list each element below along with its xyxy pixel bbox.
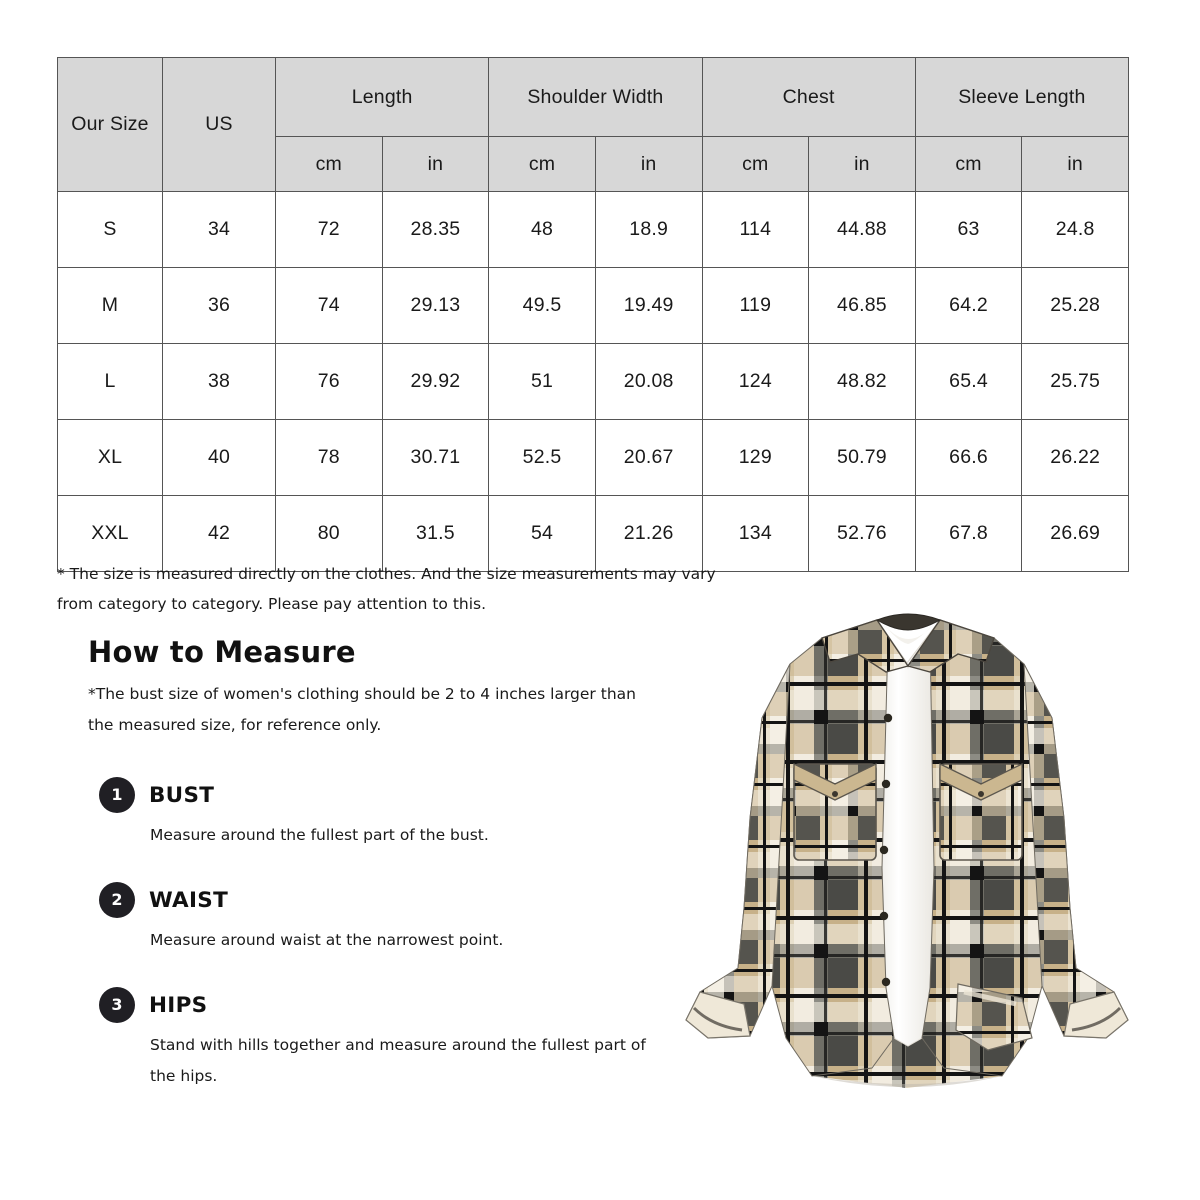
column-group-header-shoulder-width: Shoulder Width	[489, 58, 702, 137]
cell-size: S	[58, 192, 163, 268]
right-chest-pocket	[940, 764, 1022, 860]
column-group-header-length: Length	[276, 58, 489, 137]
column-header-us: US	[163, 58, 276, 192]
step-label-waist: WAIST	[149, 887, 229, 913]
cell-chest-in: 52.76	[809, 496, 916, 572]
column-header-chest-cm: cm	[702, 137, 809, 192]
how-to-measure-section	[88, 634, 648, 741]
cell-length-in: 29.13	[382, 268, 489, 344]
cell-sleeve-cm: 63	[915, 192, 1022, 268]
table-row	[58, 268, 1129, 344]
cell-chest-cm: 129	[702, 420, 809, 496]
button-icon	[884, 714, 892, 722]
table-body	[58, 192, 1129, 572]
table-header	[58, 58, 1129, 192]
cell-sleeve-cm: 66.6	[915, 420, 1022, 496]
cell-shoulder-in: 19.49	[595, 268, 702, 344]
step-number-badge-icon: 2	[99, 882, 135, 918]
cell-chest-cm: 114	[702, 192, 809, 268]
cell-shoulder-in: 20.08	[595, 344, 702, 420]
cell-us: 38	[163, 344, 276, 420]
column-header-our-size: Our Size	[58, 58, 163, 192]
table-header-group-row	[58, 58, 1129, 137]
table-row	[58, 192, 1129, 268]
cell-chest-in: 48.82	[809, 344, 916, 420]
how-to-measure-subtitle: *The bust size of women's clothing should be 2 to 4 inches larger than the measured size, for reference only.	[88, 685, 636, 734]
cell-shoulder-cm: 51	[489, 344, 596, 420]
step-header	[99, 776, 659, 814]
cell-sleeve-cm: 67.8	[915, 496, 1022, 572]
cell-size: M	[58, 268, 163, 344]
column-header-shoulder-cm: cm	[489, 137, 596, 192]
column-header-sleeve-in: in	[1022, 137, 1129, 192]
size-disclaimer-note: * The size is measured directly on the clothes. And the size measurements may vary from category to category. Please pay attention to this.	[57, 565, 716, 613]
cell-shoulder-in: 21.26	[595, 496, 702, 572]
step-description-hips: Stand with hills together and measure around the fullest part of the hips.	[150, 1036, 646, 1085]
cell-sleeve-cm: 65.4	[915, 344, 1022, 420]
cell-size: XL	[58, 420, 163, 496]
cell-chest-cm: 124	[702, 344, 809, 420]
button-icon	[882, 978, 890, 986]
cell-length-cm: 74	[276, 268, 383, 344]
how-to-measure-title: How to Measure	[88, 635, 356, 669]
cell-shoulder-cm: 54	[489, 496, 596, 572]
column-header-length-in: in	[382, 137, 489, 192]
cell-length-cm: 72	[276, 192, 383, 268]
cell-chest-cm: 119	[702, 268, 809, 344]
column-header-sleeve-cm: cm	[915, 137, 1022, 192]
cell-sleeve-cm: 64.2	[915, 268, 1022, 344]
table-row	[58, 344, 1129, 420]
cell-size: L	[58, 344, 163, 420]
cell-shoulder-in: 18.9	[595, 192, 702, 268]
cell-chest-in: 46.85	[809, 268, 916, 344]
column-header-shoulder-in: in	[595, 137, 702, 192]
step-header	[99, 986, 659, 1024]
cell-chest-in: 50.79	[809, 420, 916, 496]
button-icon	[880, 912, 888, 920]
table-row	[58, 420, 1129, 496]
measurement-steps-list	[99, 776, 659, 1092]
product-photo-plaid-shirt-jacket	[672, 568, 1142, 1113]
cell-length-in: 30.71	[382, 420, 489, 496]
cell-us: 34	[163, 192, 276, 268]
list-item	[99, 776, 659, 851]
step-number-badge-icon: 3	[99, 987, 135, 1023]
cell-us: 40	[163, 420, 276, 496]
button-icon	[882, 780, 890, 788]
step-number-badge-icon: 1	[99, 777, 135, 813]
step-description-waist: Measure around waist at the narrowest point.	[150, 931, 504, 949]
cell-length-in: 31.5	[382, 496, 489, 572]
cell-us: 36	[163, 268, 276, 344]
column-group-header-chest: Chest	[702, 58, 915, 137]
list-item	[99, 881, 659, 956]
step-description-bust: Measure around the fullest part of the bust.	[150, 826, 489, 844]
cell-us: 42	[163, 496, 276, 572]
cell-length-in: 28.35	[382, 192, 489, 268]
step-label-bust: BUST	[149, 782, 215, 808]
cell-chest-cm: 134	[702, 496, 809, 572]
cell-sleeve-in: 24.8	[1022, 192, 1129, 268]
cell-length-cm: 80	[276, 496, 383, 572]
cell-shoulder-cm: 49.5	[489, 268, 596, 344]
step-header	[99, 881, 659, 919]
cell-length-cm: 78	[276, 420, 383, 496]
cell-length-in: 29.92	[382, 344, 489, 420]
product-illustration	[672, 568, 1142, 1113]
column-header-chest-in: in	[809, 137, 916, 192]
size-chart-table-container	[57, 57, 1129, 572]
cell-shoulder-in: 20.67	[595, 420, 702, 496]
cell-sleeve-in: 25.28	[1022, 268, 1129, 344]
cell-chest-in: 44.88	[809, 192, 916, 268]
cell-sleeve-in: 25.75	[1022, 344, 1129, 420]
left-chest-pocket	[794, 764, 876, 860]
cell-length-cm: 76	[276, 344, 383, 420]
cell-shoulder-cm: 48	[489, 192, 596, 268]
cell-size: XXL	[58, 496, 163, 572]
cell-sleeve-in: 26.22	[1022, 420, 1129, 496]
column-group-header-sleeve-length: Sleeve Length	[915, 58, 1128, 137]
list-item	[99, 986, 659, 1092]
column-header-length-cm: cm	[276, 137, 383, 192]
size-chart-table	[57, 57, 1129, 572]
cell-shoulder-cm: 52.5	[489, 420, 596, 496]
button-icon	[880, 846, 888, 854]
step-label-hips: HIPS	[149, 992, 208, 1018]
cell-sleeve-in: 26.69	[1022, 496, 1129, 572]
